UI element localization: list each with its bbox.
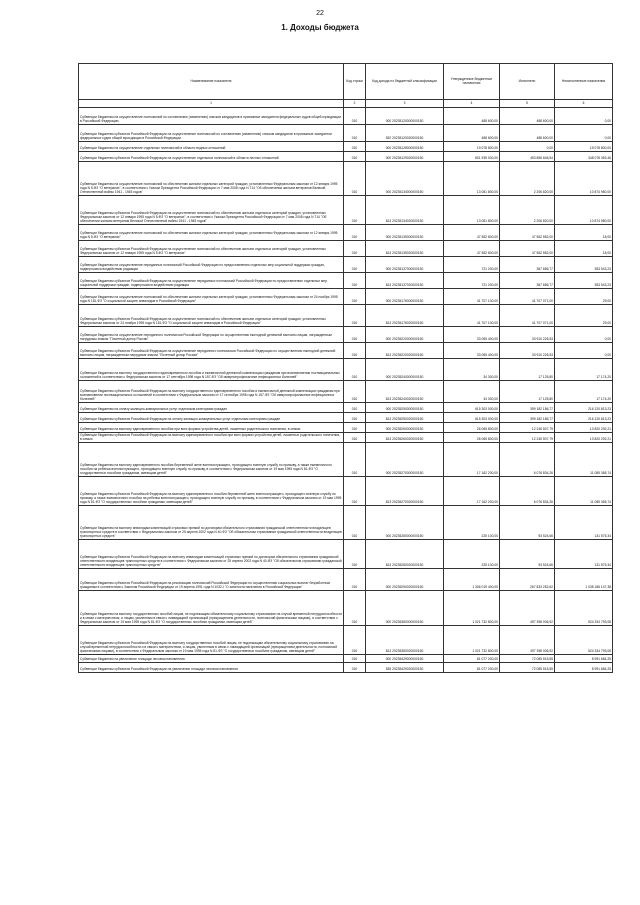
row-line-code: 010 <box>344 359 366 381</box>
row-line-code: 010 <box>344 663 366 673</box>
table-row <box>79 257 613 273</box>
column-number: 2 <box>344 100 366 108</box>
row-line-code: 010 <box>344 343 366 359</box>
row-approved: 225 100,00 <box>444 540 500 569</box>
row-name: Субвенции бюджетам субъектов Российской Федерации на осуществление полномочий по обеспечению жильем отдельных категорий граждан, установленных Федеральным законом от 24 ноября 1995 года N 181-ФЗ "О социальной защите инвалидов в Российской Федерации" <box>79 305 344 327</box>
row-unexecuted: 0,00 <box>555 108 613 125</box>
row-income-code: 813 20235270020000150 <box>366 477 444 506</box>
row-income-code: 000 20235380000000150 <box>366 591 444 626</box>
table-row <box>79 343 613 359</box>
row-line-code: 010 <box>344 162 366 196</box>
table-row <box>79 305 613 327</box>
row-executed: 93 524,66 <box>500 506 555 540</box>
table-row <box>79 413 613 423</box>
row-income-code: 535 20235429020000150 <box>366 663 444 673</box>
row-approved: 488 600,00 <box>444 125 500 142</box>
row-approved: 721 200,00 <box>444 257 500 273</box>
row-name: Субвенции бюджетам на осуществление полномочий по обеспечению жильем отдельных категорий граждан, установленных Федеральным законом от 12 января 1995 года N 5-ФЗ "О ветеранах" <box>79 225 344 241</box>
row-executed: 47 552 582,00 <box>500 241 555 257</box>
row-approved: 1 021 732 800,00 <box>444 626 500 655</box>
row-executed: 367 656,77 <box>500 257 555 273</box>
table-row <box>79 225 613 241</box>
row-executed: 17 125,80 <box>500 359 555 381</box>
row-unexecuted: 10 874 980,00 <box>555 196 613 225</box>
row-income-code: 000 20235135000000150 <box>366 225 444 241</box>
row-line-code: 010 <box>344 540 366 569</box>
table-row <box>79 626 613 655</box>
row-executed: 497 398 006,92 <box>500 591 555 626</box>
row-line-code: 010 <box>344 423 366 433</box>
column-number: 4 <box>444 100 500 108</box>
row-line-code: 010 <box>344 413 366 423</box>
row-name: Субвенции бюджетам субъектов Российской Федерации на выплату государственных пособий лицам, не подлежащим обязательному социальному страхованию на случай временной нетрудоспособности и в связи с материнством, и лицам, уволенным в связи с ликвидацией организаций (прекращением деятельности, полномочий физическими лицами), в соответствии с Федеральным законом от 19 мая 1995 года N 81-ФЗ "О государственных пособиях гражданам, имеющим детей" <box>79 626 344 655</box>
row-approved: 47 552 600,00 <box>444 225 500 241</box>
row-line-code: 010 <box>344 196 366 225</box>
row-income-code: 000 20235250000000150 <box>366 403 444 413</box>
row-unexecuted: 13 820 292,21 <box>555 423 613 433</box>
row-line-code: 010 <box>344 591 366 626</box>
row-line-code: 010 <box>344 327 366 343</box>
row-name: Субвенции бюджетам на осуществление полномочий по обеспечению жильем отдельных категорий граждан, установленных Федеральным законом от 12 января 1995 года N 5-ФЗ "О ветеранах", в соответствии с Указом Президента Российской Федерации от 7 мая 2008 года N 714 "Об обеспечении жильем ветеранов Великой Отечественной войны 1941 - 1945 годов" <box>79 162 344 196</box>
section-title: 1. Доходы бюджета <box>281 23 359 32</box>
row-unexecuted: 131 575,34 <box>555 540 613 569</box>
row-name: Субвенции бюджетам субъектов Российской Федерации на осуществление переданных полномочий Российской Федерации по предоставлению отдельных мер социальной поддержки граждан, подвергшихся воздействию радиации <box>79 273 344 289</box>
row-executed: 33 910 226,53 <box>500 343 555 359</box>
row-approved: 34 300,00 <box>444 381 500 403</box>
row-name: Субвенции бюджетам на выплату единовременного пособия при всех формах устройства детей, лишенных родительского попечения, в семью <box>79 423 344 433</box>
row-line-code: 010 <box>344 142 366 152</box>
table-row <box>79 540 613 569</box>
row-income-code: 813 20235135020000150 <box>366 241 444 257</box>
table-row <box>79 125 613 142</box>
row-unexecuted: 131 575,34 <box>555 506 613 540</box>
row-unexecuted: 13 820 292,21 <box>555 433 613 443</box>
row-unexecuted: 10 874 980,00 <box>555 162 613 196</box>
row-name: Субвенции бюджетам субъектов Российской Федерации на выплату единовременного пособия беременной жене военнослужащего, проходящего военную службу по призыву, а также ежемесячного пособия на ребенка военнослужащего, проходящего военную службу по призыву, в соответствии с Федеральным законом от 19 мая 1995 года N 81-ФЗ "О государственных пособиях гражданам, имеющим детей" <box>79 477 344 506</box>
row-approved: 801 935 000,00 <box>444 152 500 162</box>
row-income-code: 813 20235250020000150 <box>366 413 444 423</box>
row-approved: 19 078 800,00 <box>444 142 500 152</box>
row-income-code: 813 20235176020000150 <box>366 305 444 327</box>
row-line-code: 010 <box>344 626 366 655</box>
income-table <box>78 63 613 673</box>
table-row <box>79 142 613 152</box>
table-row <box>79 569 613 591</box>
row-executed: 72 085 515,55 <box>500 663 555 673</box>
table-row <box>79 655 613 663</box>
row-executed: 6 076 834,26 <box>500 477 555 506</box>
table-row <box>79 152 613 162</box>
row-executed: 41 707 071,00 <box>500 289 555 305</box>
row-name: Субвенции бюджетам на увеличение площади лесовосстановления <box>79 655 344 663</box>
row-approved: 225 100,00 <box>444 506 500 540</box>
row-unexecuted: 0,00 <box>555 125 613 142</box>
row-executed: 399 182 186,77 <box>500 403 555 413</box>
row-approved: 488 600,00 <box>444 108 500 125</box>
table-row <box>79 241 613 257</box>
column-number: 3 <box>366 100 444 108</box>
row-name: Субвенции бюджетам на выплату единовременного пособия беременной жене военнослужащего, проходящего военную службу по призыву, а также ежемесячного пособия на ребенка военнослужащего, проходящего военную службу по призыву, в соответствии с Федеральным законом от 19 мая 1995 года N 81-ФЗ "О государственных пособиях гражданам, имеющим детей" <box>79 443 344 477</box>
row-executed: 47 552 582,00 <box>500 225 555 241</box>
row-executed: 399 182 186,77 <box>500 413 555 423</box>
header-approved: Утвержденные бюджетные назначения <box>444 64 500 100</box>
header-line-code: Код строки <box>344 64 366 100</box>
row-unexecuted: 216 120 813,23 <box>555 413 613 423</box>
row-name: Субвенции бюджетам на осуществление переданных полномочий Российской Федерации по предоставлению отдельных мер социальной поддержки граждан, подвергшихся воздействию радиации <box>79 257 344 273</box>
table-row <box>79 381 613 403</box>
row-unexecuted: 18,00 <box>555 241 613 257</box>
row-income-code: 000 20235134000000150 <box>366 162 444 196</box>
row-line-code: 010 <box>344 381 366 403</box>
row-income-code: 813 20235137020000150 <box>366 273 444 289</box>
row-line-code: 010 <box>344 241 366 257</box>
row-line-code: 010 <box>344 443 366 477</box>
row-line-code: 010 <box>344 655 366 663</box>
row-income-code: 000 20235137000000150 <box>366 257 444 273</box>
row-name: Субвенции бюджетам субъектов Российской Федерации на осуществление полномочий по обеспечению жильем отдельных категорий граждан, установленных Федеральным законом от 12 января 1995 года N 5-ФЗ "О ветеранах", в соответствии с Указом Президента Российской Федерации от 7 мая 2008 года N 714 "Об обеспечении жильем ветеранов Великой Отечественной войны 1941 - 1945 годов" <box>79 196 344 225</box>
row-unexecuted: 353 543,23 <box>555 273 613 289</box>
row-name: Субвенции бюджетам субъектов Российской Федерации на осуществление полномочий по обеспечению жильем отдельных категорий граждан, установленных Федеральным законом от 12 января 1995 года N 5-ФЗ "О ветеранах" <box>79 241 344 257</box>
row-executed: 72 085 515,55 <box>500 655 555 663</box>
row-income-code: 000 20235280000000150 <box>366 506 444 540</box>
header-income-code: Код дохода по бюджетной классификации <box>366 64 444 100</box>
row-executed: 0,00 <box>500 142 555 152</box>
page-number: 22 <box>316 10 324 17</box>
table-row <box>79 162 613 196</box>
row-executed: 267 833 252,62 <box>500 569 555 591</box>
table-row <box>79 108 613 125</box>
row-name: Субвенции бюджетам на осуществление полномочий по обеспечению жильем отдельных категорий граждан, установленных Федеральным законом от 24 ноября 1995 года N 181-ФЗ "О социальной защите инвалидов в Российской Федерации" <box>79 289 344 305</box>
row-income-code: 000 20235129020000150 <box>366 152 444 162</box>
table-row <box>79 403 613 413</box>
row-approved: 721 200,00 <box>444 273 500 289</box>
table-row <box>79 663 613 673</box>
row-unexecuted: 11 085 365,74 <box>555 477 613 506</box>
row-executed: 453 856 646,54 <box>500 152 555 162</box>
row-line-code: 010 <box>344 152 366 162</box>
row-income-code: 000 20235120000000150 <box>366 108 444 125</box>
row-executed: 488 600,00 <box>500 108 555 125</box>
row-unexecuted: 348 078 353,46 <box>555 152 613 162</box>
table-row <box>79 289 613 305</box>
row-income-code: 000 20235270000000150 <box>366 443 444 477</box>
row-line-code: 010 <box>344 225 366 241</box>
row-executed: 33 910 226,53 <box>500 327 555 343</box>
row-approved: 81 077 200,00 <box>444 655 500 663</box>
row-name: Субвенции бюджетам субъектов Российской Федерации на выплату единовременного пособия при всех формах устройства детей, лишенных родительского попечения, в семью <box>79 433 344 443</box>
row-unexecuted: 17 174,20 <box>555 359 613 381</box>
row-unexecuted: 11 085 365,74 <box>555 443 613 477</box>
row-approved: 33 065 400,00 <box>444 327 500 343</box>
row-approved: 81 077 200,00 <box>444 663 500 673</box>
table-row <box>79 591 613 626</box>
row-income-code: 813 20235240020000150 <box>366 381 444 403</box>
row-unexecuted: 524 334 793,08 <box>555 626 613 655</box>
row-name: Субвенции бюджетам субъектов Российской Федерации на увеличение площади лесовосстановления <box>79 663 344 673</box>
row-income-code: 000 20235220000000150 <box>366 327 444 343</box>
row-name: Субвенции бюджетам на осуществление полномочий по составлению (изменению) списков кандидатов в присяжные заседатели федеральных судов общей юрисдикции в Российской Федерации <box>79 108 344 125</box>
row-name: Субвенции бюджетам субъектов Российской Федерации на выплату инвалидам компенсаций страховых премий по договорам обязательного страхования гражданской ответственности владельцев транспортных средств в соответствии с Федеральным законом от 25 апреля 2002 года N 40-ФЗ "Об обязательном страховании гражданской ответственности владельцев транспортных средств" <box>79 540 344 569</box>
row-line-code: 010 <box>344 305 366 327</box>
row-unexecuted: 18,00 <box>555 225 613 241</box>
row-executed: 367 656,77 <box>500 273 555 289</box>
column-number: 5 <box>500 100 555 108</box>
row-approved: 26 065 800,00 <box>444 423 500 433</box>
row-unexecuted: 29,00 <box>555 289 613 305</box>
row-income-code: 813 20235220020000150 <box>366 343 444 359</box>
row-name: Субвенции бюджетам на осуществление переданного полномочия Российской Федерации по осуществлению ежегодной денежной выплаты лицам, награжденным нагрудным знаком "Почетный донор России" <box>79 327 344 343</box>
row-income-code: 000 20235260000000150 <box>366 423 444 433</box>
row-income-code: 813 20235260020000150 <box>366 433 444 443</box>
table-row <box>79 196 613 225</box>
header-name: Наименование показателя <box>79 64 344 100</box>
row-line-code: 010 <box>344 289 366 305</box>
row-name: Субвенции бюджетам субъектов Российской Федерации на оплату жилищно-коммунальных услуг отдельным категориям граждан <box>79 413 344 423</box>
row-line-code: 010 <box>344 257 366 273</box>
row-approved: 47 552 600,00 <box>444 241 500 257</box>
row-approved: 17 162 200,00 <box>444 477 500 506</box>
row-approved: 17 162 200,00 <box>444 443 500 477</box>
row-executed: 2 206 820,00 <box>500 162 555 196</box>
row-approved: 33 065 400,00 <box>444 343 500 359</box>
row-name: Субвенции бюджетам на выплату государственных пособий лицам, не подлежащим обязательному социальному страхованию на случай временной нетрудоспособности и в связи с материнством, и лицам, уволенным в связи с ликвидацией организаций (прекращением деятельности, полномочий физическими лицами), в соответствии с Федеральным законом от 19 мая 1995 года N 81-ФЗ "О государственных пособиях гражданам, имеющим детей" <box>79 591 344 626</box>
row-executed: 488 600,00 <box>500 125 555 142</box>
row-line-code: 010 <box>344 403 366 413</box>
column-number: 6 <box>555 100 613 108</box>
row-approved: 13 081 800,00 <box>444 162 500 196</box>
row-executed: 6 076 834,26 <box>500 443 555 477</box>
row-approved: 615 303 000,00 <box>444 413 500 423</box>
row-income-code: 813 20235134020000150 <box>366 196 444 225</box>
row-executed: 93 524,66 <box>500 540 555 569</box>
row-name: Субвенции бюджетам субъектов Российской Федерации на осуществление переданного полномочия Российской Федерации по осуществлению ежегодной денежной выплаты лицам, награжденным нагрудным знаком "Почетный донор России" <box>79 343 344 359</box>
row-name: Субвенции бюджетам на выплату инвалидам компенсаций страховых премий по договорам обязательного страхования гражданской ответственности владельцев транспортных средств в соответствии с Федеральным законом от 25 апреля 2002 года N 40-ФЗ "Об обязательном страховании гражданской ответственности владельцев транспортных средств" <box>79 506 344 540</box>
table-row <box>79 327 613 343</box>
row-name: Субвенции бюджетам на выплату государственного единовременного пособия и ежемесячной денежной компенсации гражданам при возникновении поствакцинальных осложнений в соответствии с Федеральным законом от 17 сентября 1998 года N 157-ФЗ "Об иммунопрофилактике инфекционных болезней" <box>79 359 344 381</box>
row-unexecuted: 29,00 <box>555 305 613 327</box>
row-unexecuted: 0,00 <box>555 327 613 343</box>
row-name: Субвенции бюджетам субъектов Российской Федерации на выплату государственного единовременного пособия и ежемесячной денежной компенсации гражданам при возникновении поствакцинальных осложнений в соответствии с Федеральным законом от 17 сентября 1998 года N 157-ФЗ "Об иммунопрофилактике инфекционных болезней" <box>79 381 344 403</box>
row-unexecuted: 19 078 800,00 <box>555 142 613 152</box>
row-approved: 41 707 100,00 <box>444 305 500 327</box>
row-executed: 2 206 820,00 <box>500 196 555 225</box>
table-row <box>79 443 613 477</box>
row-name: Субвенции бюджетам на оплату жилищно-коммунальных услуг отдельным категориям граждан <box>79 403 344 413</box>
row-approved: 615 303 000,00 <box>444 403 500 413</box>
row-unexecuted: 8 991 684,25 <box>555 663 613 673</box>
row-line-code: 010 <box>344 569 366 591</box>
table-row <box>79 477 613 506</box>
row-executed: 497 398 006,92 <box>500 626 555 655</box>
table-row <box>79 423 613 433</box>
row-approved: 34 300,00 <box>444 359 500 381</box>
row-unexecuted: 17 174,20 <box>555 381 613 403</box>
row-unexecuted: 216 120 813,23 <box>555 403 613 413</box>
row-unexecuted: 524 334 793,08 <box>555 591 613 626</box>
row-line-code: 010 <box>344 125 366 142</box>
row-income-code: 000 20235429000000150 <box>366 655 444 663</box>
row-name: Субвенции бюджетам субъектов Российской Федерации на осуществление полномочий по составлению (изменению) списков кандидатов в присяжные заседатели федеральных судов общей юрисдикции в Российской Федерации <box>79 125 344 142</box>
row-income-code: 813 20235380020000150 <box>366 626 444 655</box>
row-line-code: 010 <box>344 433 366 443</box>
row-line-code: 010 <box>344 506 366 540</box>
row-approved: 13 081 800,00 <box>444 196 500 225</box>
table-row <box>79 506 613 540</box>
row-line-code: 010 <box>344 477 366 506</box>
table-row <box>79 359 613 381</box>
row-executed: 41 707 071,00 <box>500 305 555 327</box>
table-row <box>79 273 613 289</box>
row-income-code: 000 20235290020000150 <box>366 569 444 591</box>
row-unexecuted: 0,00 <box>555 343 613 359</box>
row-line-code: 010 <box>344 273 366 289</box>
column-number-row <box>79 100 613 108</box>
row-income-code: 813 20235280020000150 <box>366 540 444 569</box>
row-unexecuted: 1 038 186 147,38 <box>555 569 613 591</box>
row-executed: 12 245 507,79 <box>500 423 555 433</box>
column-number: 1 <box>79 100 344 108</box>
row-income-code: 000 20235176000000150 <box>366 289 444 305</box>
row-executed: 17 125,80 <box>500 381 555 403</box>
row-income-code: 000 20235128000000150 <box>366 142 444 152</box>
row-line-code: 010 <box>344 108 366 125</box>
row-income-code: 520 20235120020000150 <box>366 125 444 142</box>
row-approved: 41 707 100,00 <box>444 289 500 305</box>
row-executed: 12 245 507,79 <box>500 433 555 443</box>
row-unexecuted: 8 991 684,25 <box>555 655 613 663</box>
row-name: Субвенции бюджетам на осуществление отдельных полномочий в области водных отношений <box>79 142 344 152</box>
row-approved: 1 306 019 400,00 <box>444 569 500 591</box>
row-name: Субвенции бюджетам субъектов Российской Федерации на реализацию полномочий Российской Федерации по осуществлению социальных выплат безработным гражданам в соответствии с Законом Российской Федерации от 19 апреля 1991 года N 1032-I "О занятости населения в Российской Федерации" <box>79 569 344 591</box>
table-row <box>79 433 613 443</box>
row-unexecuted: 353 543,23 <box>555 257 613 273</box>
row-approved: 1 021 732 800,00 <box>444 591 500 626</box>
table-header-row <box>79 64 613 100</box>
row-approved: 26 065 800,00 <box>444 433 500 443</box>
row-name: Субвенции бюджетам субъектов Российской Федерации на осуществление отдельных полномочий в области лесных отношений <box>79 152 344 162</box>
header-unexecuted: Неисполненные назначения <box>555 64 613 100</box>
row-income-code: 000 20235240000000150 <box>366 359 444 381</box>
header-executed: Исполнено <box>500 64 555 100</box>
